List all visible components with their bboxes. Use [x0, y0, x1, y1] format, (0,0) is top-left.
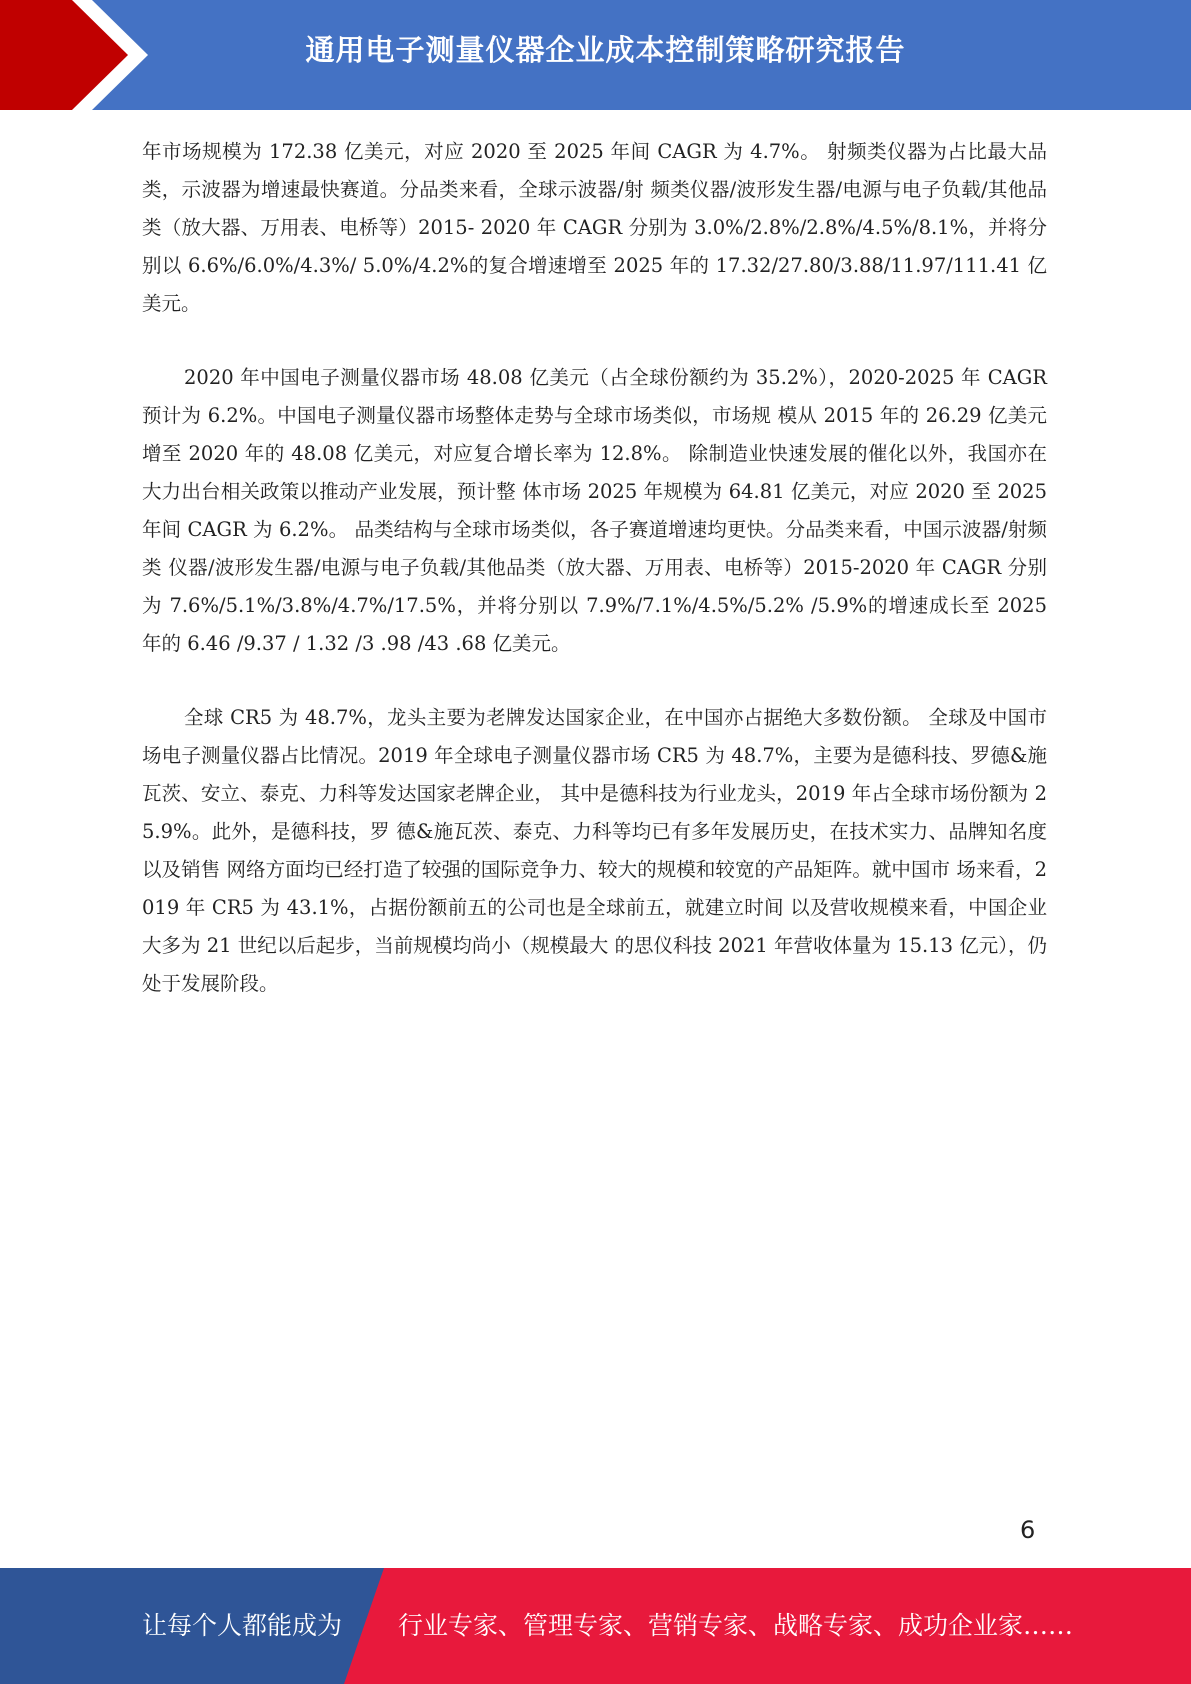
paragraph-global-market: 年市场规模为 172.38 亿美元，对应 2020 至 2025 年间 CAGR 为 4.7%。 射频类仪器为占比最大品类，示波器为增速最快赛道。分品类来看，全球示波器/射 频类仪器/波形发生器/电源与电子负载/其他品类（放大器、万用表、电桥等）2015- 2020 年 CAGR 分别为 3.0%/2.8%/2.8%/4.5%/8.1%，并将分别以 6.6%/6.0%/4.3%/ 5.0%/4.2%的复合增速增至 2025 年的 17.32/27.80/3.88/11.97/111.41 亿美元。: [142, 140, 1047, 315]
document-body: [142, 133, 1047, 1039]
paragraph-china-market: 2020 年中国电子测量仪器市场 48.08 亿美元（占全球份额约为 35.2%），2020-2025 年 CAGR 预计为 6.2%。中国电子测量仪器市场整体走势与全球市场类似，市场规 模从 2015 年的 26.29 亿美元增至 2020 年的 48.08 亿美元，对应复合增长率为 12.8%。 除制造业快速发展的催化以外，我国亦在大力出台相关政策以推动产业发展，预计整 体市场 2025 年规模为 64.81 亿美元，对应 2020 至 2025 年间 CAGR 为 6.2%。 品类结构与全球市场类似，各子赛道增速均更快。分品类来看，中国示波器/射频类 仪器/波形发生器/电源与电子负载/其他品类（放大器、万用表、电桥等）2015-2020 年 CAGR 分别为 7.6%/5.1%/3.8%/4.7%/17.5%，并将分别以 7.9%/7.1%/4.5%/5.2% /5.9%的增速成长至 2025 年的 6.46 /9.37 / 1.32 /3 .98 /43 .68 亿美元。: [142, 366, 1047, 655]
page-header: [0, 0, 1191, 110]
page-footer: [0, 1568, 1191, 1684]
paragraph-cr5: 全球 CR5 为 48.7%，龙头主要为老牌发达国家企业，在中国亦占据绝大多数份额。 全球及中国市场电子测量仪器占比情况。2019 年全球电子测量仪器市场 CR5 为 48.7%，主要为是德科技、罗德&施瓦茨、安立、泰克、力科等发达国家老牌企业， 其中是德科技为行业龙头，2019 年占全球市场份额为 25.9%。此外，是德科技，罗 德&施瓦茨、泰克、力科等均已有多年发展历史，在技术实力、品牌知名度以及销售 网络方面均已经打造了较强的国际竞争力、较大的规模和较宽的产品矩阵。就中国市 场来看，2019 年 CR5 为 43.1%，占据份额前五的公司也是全球前五，就建立时间 以及营收规模来看，中国企业大多为 21 世纪以后起步，当前规模均尚小（规模最大 的思仪科技 2021 年营收体量为 15.13 亿元），仍处于发展阶段。: [142, 706, 1047, 995]
report-title: 通用电子测量仪器企业成本控制策略研究报告: [305, 33, 906, 67]
page-number: 6: [1020, 1516, 1036, 1544]
footer-slogan-right: 行业专家、管理专家、营销专家、战略专家、成功企业家……: [398, 1611, 1074, 1640]
footer-slogan-left: 让每个人都能成为: [142, 1611, 343, 1640]
